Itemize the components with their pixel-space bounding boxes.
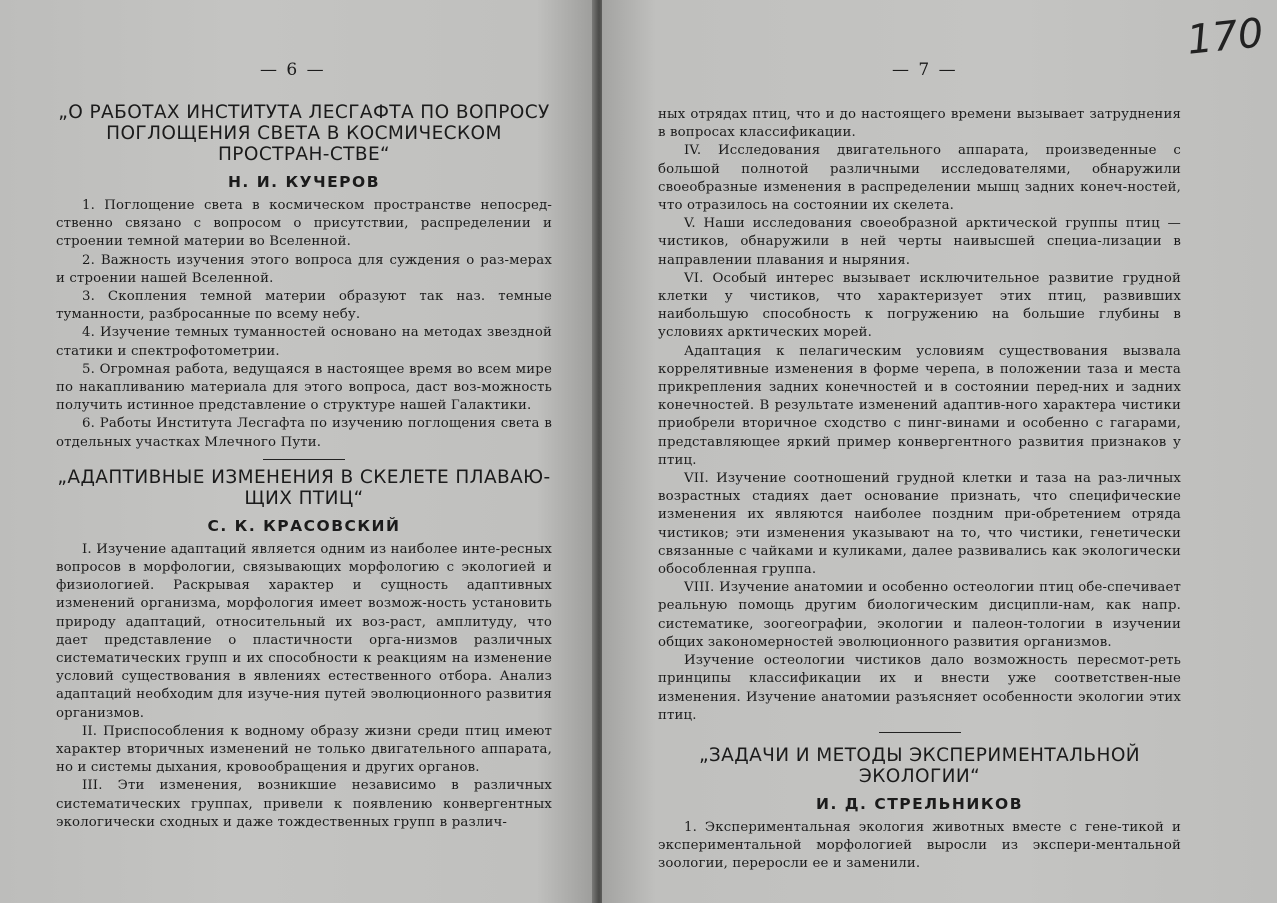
author-kucherov: Н. И. КУЧЕРОВ [227, 173, 381, 191]
paragraph: 2. Важность изучения этого вопроса для суждения о раз-мерах и строении нашей Вселенной. [56, 252, 552, 286]
paragraph: I. Изучение адаптаций является одним из наиболее инте-ресных вопросов в морфологии, связывающих морфологию с экологией и физиологией. Раскрывая характер и сущность адаптивных изменений организма, морфология имеет возмож-ность установить природу адаптаций, относительный их воз-раст, амплитуду, что дает представление о пластичности орга-низмов различных систематических групп и их способности к реакциям на изменение условий существования в явлениях естественного отбора. Анализ адаптаций необходим для изуче-ния путей эволюционного развития организмов. [56, 541, 552, 721]
paragraph: III. Эти изменения, возникшие независимо в различных систематических группах, привели к появлению конвергентных экологически сходных и даже тождественных групп в различ- [56, 778, 552, 830]
section-divider [879, 732, 961, 733]
paragraph: VII. Изучение соотношений грудной клетки и таза на раз-личных возрастных стадиях дает основание признать, что специфические изменения их являются наиболее поздним при-обретением отряда чистиков; эти изменения указывают на то, что чистики, генетически связанные с чайками и куликами, далее развивались как экологически обособленная группа. [658, 471, 1181, 578]
paragraph: 5. Огромная работа, ведущаяся в настоящее время во всем мире по накапливанию материала для этого вопроса, даст воз-можность получить истинное представление о структуре нашей Галактики. [56, 361, 552, 414]
paragraph-continuation: ных отрядах птиц, что и до настоящего времени вызывает затруднения в вопросах классификации. [658, 107, 1181, 141]
right-page-content [658, 106, 1181, 874]
paragraph: VIII. Изучение анатомии и особенно остеологии птиц обе-спечивает реальную помощь другим биологическим дисципли-нам, как напр. систематике, зоогеографии, экологии и палеон-тологии в изучении общих закономерностей эволюционного развития организмов. [658, 580, 1181, 650]
paragraph: 4. Изучение темных туманностей основано на методах звездной статики и спектрофотометрии. [56, 325, 552, 359]
section-title-kucherov: „О РАБОТАХ ИНСТИТУТА ЛЕСГАФТА ПО ВОПРОСУ ПОГЛОЩЕНИЯ СВЕТА В КОСМИЧЕСКОМ ПРОСТРАН-СТВЕ“ [58, 102, 550, 165]
left-page-content [56, 102, 552, 832]
page-number-left: — 6 — [260, 60, 326, 80]
paragraph: 3. Скопления темной материи образуют так наз. темные туманности, разбросанные по всему небу. [56, 289, 552, 323]
paragraph: 6. Работы Института Лесгафта по изучению поглощения света в отдельных участках Млечного Пути. [56, 416, 552, 450]
right-page [602, 0, 1277, 903]
section-title-krasovsky: „АДАПТИВНЫЕ ИЗМЕНЕНИЯ В СКЕЛЕТЕ ПЛАВАЮ-ЩИХ ПТИЦ“ [57, 466, 551, 509]
page-number-right: — 7 — [892, 60, 958, 80]
paragraph: 1. Поглощение света в космическом пространстве непосред-ственно связано с вопросом о присутствии, распределении и строении темной материи во Вселенной. [56, 198, 552, 250]
author-strelnikov: И. Д. СТРЕЛЬНИКОВ [815, 794, 1024, 813]
author-krasovsky: С. К. КРАСОВСКИЙ [207, 516, 401, 535]
paragraph: V. Наши исследования своеобразной арктической группы птиц — чистиков, обнаружили в ней черты наивысшей специа-лизации в направлении плавания и ныряния. [658, 216, 1181, 268]
section-divider [263, 459, 345, 460]
paragraph: 1. Экспериментальная экология животных вместе с гене-тикой и экспериментальной морфологией выросли из экспери-ментальной зоологии, переросли ее и заменили. [658, 819, 1181, 872]
section-title-strelnikov: „ЗАДАЧИ И МЕТОДЫ ЭКСПЕРИМЕНТАЛЬНОЙ ЭКОЛОГИИ“ [698, 744, 1141, 787]
handwritten-archive-number: 170 [1184, 10, 1266, 64]
paragraph: IV. Исследования двигательного аппарата, произведенные с большой полнотой различными исследователями, обнаружили своеобразные изменения в распределении мышц задних конеч-ностей, что отразилось на состоянии их скелета. [658, 143, 1181, 214]
left-page [0, 0, 596, 903]
paragraph: Изучение остеологии чистиков дало возможность пересмот-реть принципы классификации их и внести уже соответствен-ные изменения. Изучение анатомии разъясняет особенности экологии этих птиц. [658, 653, 1181, 723]
paragraph: VI. Особый интерес вызывает исключительное развитие грудной клетки у чистиков, что характеризует этих птиц, развивших наибольшую способность к погружению на большие глубины в условиях арктических морей. [658, 270, 1181, 341]
paragraph: II. Приспособления к водному образу жизни среди птиц имеют характер вторичных изменений не только двигательного аппарата, но и системы дыхания, кровообращения и других органов. [56, 723, 552, 776]
paragraph: Адаптация к пелагическим условиям существования вызвала коррелятивные изменения в форме черепа, в положении таза и места прикрепления задних конечностей и в состоянии перед-них и задних конечностей. В результате изменений адаптив-ного характера чистики приобрели вторичное сходство с пинг-винами и особенно с гагарами, представляющее яркий пример конвергентного развития признаков у птиц. [658, 343, 1181, 468]
